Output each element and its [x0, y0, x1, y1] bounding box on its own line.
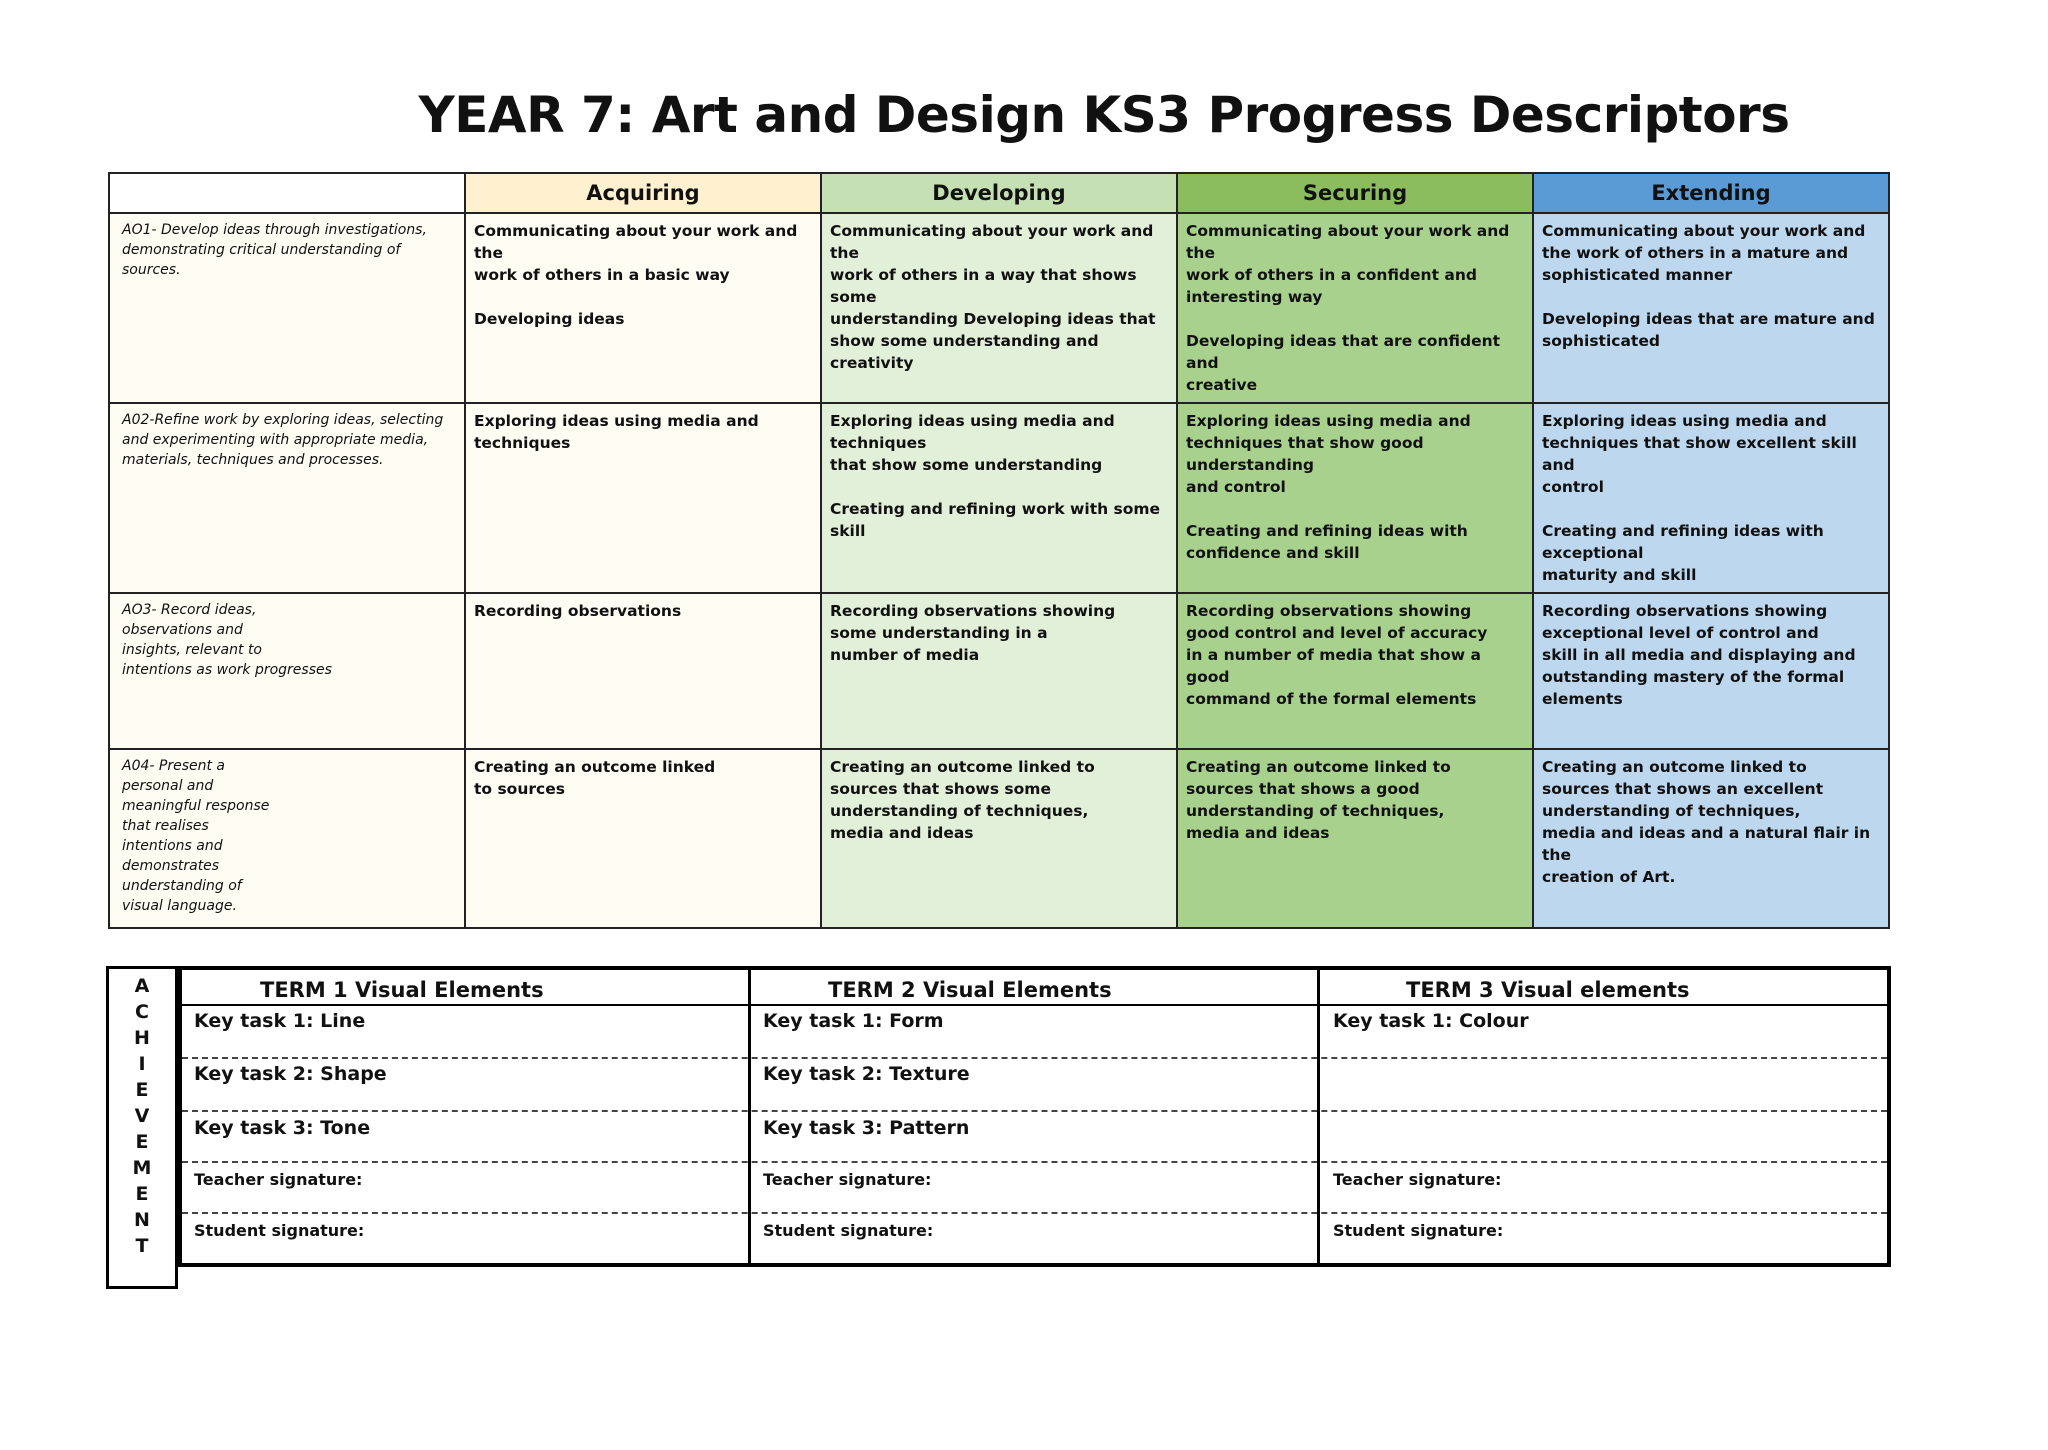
cell-securing: Creating an outcome linked to sources that shows a good understanding of techniques, media and ideas — [1177, 749, 1533, 928]
achievement-letter: E — [135, 1131, 149, 1153]
row-divider — [182, 1212, 1887, 1214]
column-divider — [748, 970, 751, 1263]
objective-ao3: AO3- Record ideas, observations and insights, relevant to intentions as work progresses — [109, 593, 465, 749]
table-row — [109, 213, 1889, 403]
row-divider — [182, 1004, 1887, 1006]
objective-ao1: AO1- Develop ideas through investigations, demonstrating critical understanding of sources. — [109, 213, 465, 403]
term2-task1: Key task 1: Form — [763, 1010, 944, 1032]
table-row — [109, 749, 1889, 928]
row-divider — [182, 1057, 1887, 1059]
cell-securing: Exploring ideas using media and techniques that show good understanding and control Creating and refining ideas with confidence and skill — [1177, 403, 1533, 593]
page-title: YEAR 7: Art and Design KS3 Progress Descriptors — [418, 86, 1790, 144]
cell-extending: Exploring ideas using media and techniques that show excellent skill and control Creating and refining ideas with exceptional maturity and skill — [1533, 403, 1889, 593]
table-header-row — [109, 173, 1889, 213]
term1-task1: Key task 1: Line — [194, 1010, 366, 1032]
term1-teacher-signature: Teacher signature: — [194, 1170, 363, 1189]
term2-task2: Key task 2: Texture — [763, 1063, 970, 1085]
row-divider — [182, 1161, 1887, 1163]
cell-extending: Communicating about your work and the work of others in a mature and sophisticated manner Developing ideas that are mature and sophisticated — [1533, 213, 1889, 403]
cell-extending: Creating an outcome linked to sources that shows an excellent understanding of techniques, media and ideas and a natural flair in the creation of Art. — [1533, 749, 1889, 928]
cell-acquiring: Creating an outcome linked to sources — [465, 749, 821, 928]
term3-teacher-signature: Teacher signature: — [1333, 1170, 1502, 1189]
cell-developing: Communicating about your work and the work of others in a way that shows some understanding Developing ideas that show some understanding and creativity — [821, 213, 1177, 403]
achievement-letter: T — [135, 1235, 149, 1257]
term1-task2: Key task 2: Shape — [194, 1063, 387, 1085]
achievement-grid — [178, 966, 1891, 1267]
cell-developing: Recording observations showing some understanding in a number of media — [821, 593, 1177, 749]
header-developing: Developing — [821, 173, 1177, 213]
table-row — [109, 593, 1889, 749]
cell-developing: Exploring ideas using media and techniques that show some understanding Creating and refining work with some skill — [821, 403, 1177, 593]
term3-header: TERM 3 Visual elements — [1406, 978, 1690, 1002]
cell-securing: Recording observations showing good control and level of accuracy in a number of media that show a good command of the formal elements — [1177, 593, 1533, 749]
column-divider — [1317, 970, 1320, 1263]
cell-acquiring: Recording observations — [465, 593, 821, 749]
objective-ao4: A04- Present a personal and meaningful response that realises intentions and demonstrates understanding of visual language. — [109, 749, 465, 928]
cell-acquiring: Exploring ideas using media and techniques — [465, 403, 821, 593]
header-acquiring: Acquiring — [465, 173, 821, 213]
achievement-letter: E — [135, 1183, 149, 1205]
cell-securing: Communicating about your work and the work of others in a confident and interesting way Developing ideas that are confident and creative — [1177, 213, 1533, 403]
term3-student-signature: Student signature: — [1333, 1221, 1504, 1240]
achievement-letter: I — [138, 1053, 146, 1075]
achievement-letter: V — [134, 1105, 150, 1127]
achievement-letter: N — [134, 1209, 150, 1231]
table-row — [109, 403, 1889, 593]
cell-extending: Recording observations showing exceptional level of control and skill in all media and displaying and outstanding mastery of the formal elements — [1533, 593, 1889, 749]
term1-student-signature: Student signature: — [194, 1221, 365, 1240]
term2-task3: Key task 3: Pattern — [763, 1117, 970, 1139]
achievement-letter: E — [135, 1079, 149, 1101]
cell-developing: Creating an outcome linked to sources that shows some understanding of techniques, media and ideas — [821, 749, 1177, 928]
cell-acquiring: Communicating about your work and the work of others in a basic way Developing ideas — [465, 213, 821, 403]
term2-header: TERM 2 Visual Elements — [828, 978, 1112, 1002]
progress-descriptors-table — [108, 172, 1890, 929]
term2-student-signature: Student signature: — [763, 1221, 934, 1240]
term3-task1: Key task 1: Colour — [1333, 1010, 1529, 1032]
objective-ao2: A02-Refine work by exploring ideas, selecting and experimenting with appropriate media, materials, techniques and processes. — [109, 403, 465, 593]
row-divider — [182, 1110, 1887, 1112]
term2-teacher-signature: Teacher signature: — [763, 1170, 932, 1189]
header-extending: Extending — [1533, 173, 1889, 213]
achievement-letter: C — [135, 1001, 149, 1023]
header-blank-cell — [109, 173, 465, 213]
term1-task3: Key task 3: Tone — [194, 1117, 371, 1139]
achievement-letter: A — [134, 975, 150, 997]
term1-header: TERM 1 Visual Elements — [260, 978, 544, 1002]
achievement-letter: H — [134, 1027, 150, 1049]
header-securing: Securing — [1177, 173, 1533, 213]
achievement-letter: M — [132, 1157, 152, 1179]
achievement-section — [106, 966, 1891, 1293]
achievement-side-label — [106, 966, 178, 1289]
